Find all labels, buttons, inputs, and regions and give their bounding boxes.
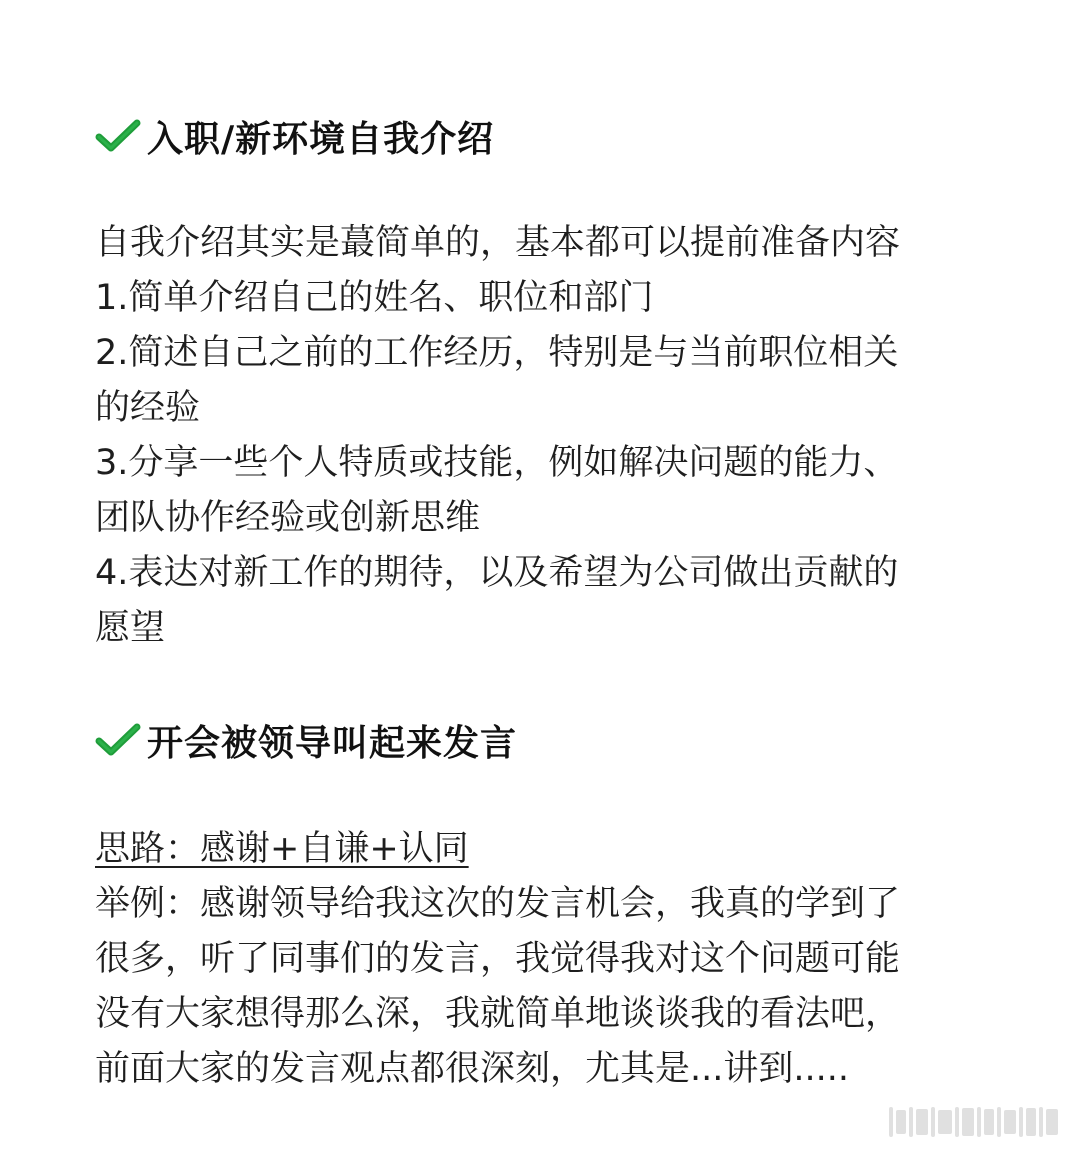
section-self-introduction (95, 106, 995, 648)
section-body (95, 822, 900, 1097)
check-icon (95, 722, 141, 758)
check-icon (95, 118, 141, 154)
body-line: 4.表达对新工作的期待，以及希望为公司做出贡献的 (95, 553, 899, 593)
example-line: 前面大家的发言观点都很深刻，尤其是...讲到..... (95, 1049, 850, 1089)
body-line: 2.简述自己之前的工作经历，特别是与当前职位相关 (95, 333, 899, 373)
approach-line (95, 822, 900, 877)
section-heading (95, 106, 995, 166)
body-line: 3.分享一些个人特质或技能，例如解决问题的能力、 (95, 443, 899, 483)
example-line: 没有大家想得那么深，我就简单地谈谈我的看法吧， (95, 994, 901, 1034)
example-line: 举例：感谢领导给我这次的发言机会，我真的学到了 (95, 884, 901, 924)
section-meeting-speech (95, 710, 995, 1089)
body-line: 愿望 (95, 608, 166, 648)
section-body (95, 216, 900, 656)
body-line: 的经验 (95, 388, 201, 428)
section-heading (95, 710, 995, 770)
approach-text: 思路：感谢+自谦+认同 (95, 829, 469, 869)
watermark (818, 1105, 1058, 1139)
body-line: 团队协作经验或创新思维 (95, 498, 481, 538)
body-line: 自我介绍其实是蕞简单的，基本都可以提前准备内容 (95, 223, 901, 263)
heading-text: 开会被领导叫起来发言 (147, 722, 518, 764)
example-line: 很多，听了同事们的发言，我觉得我对这个问题可能 (95, 939, 901, 979)
body-line: 1.简单介绍自己的姓名、职位和部门 (95, 278, 654, 318)
heading-text: 入职/新环境自我介绍 (147, 118, 495, 160)
